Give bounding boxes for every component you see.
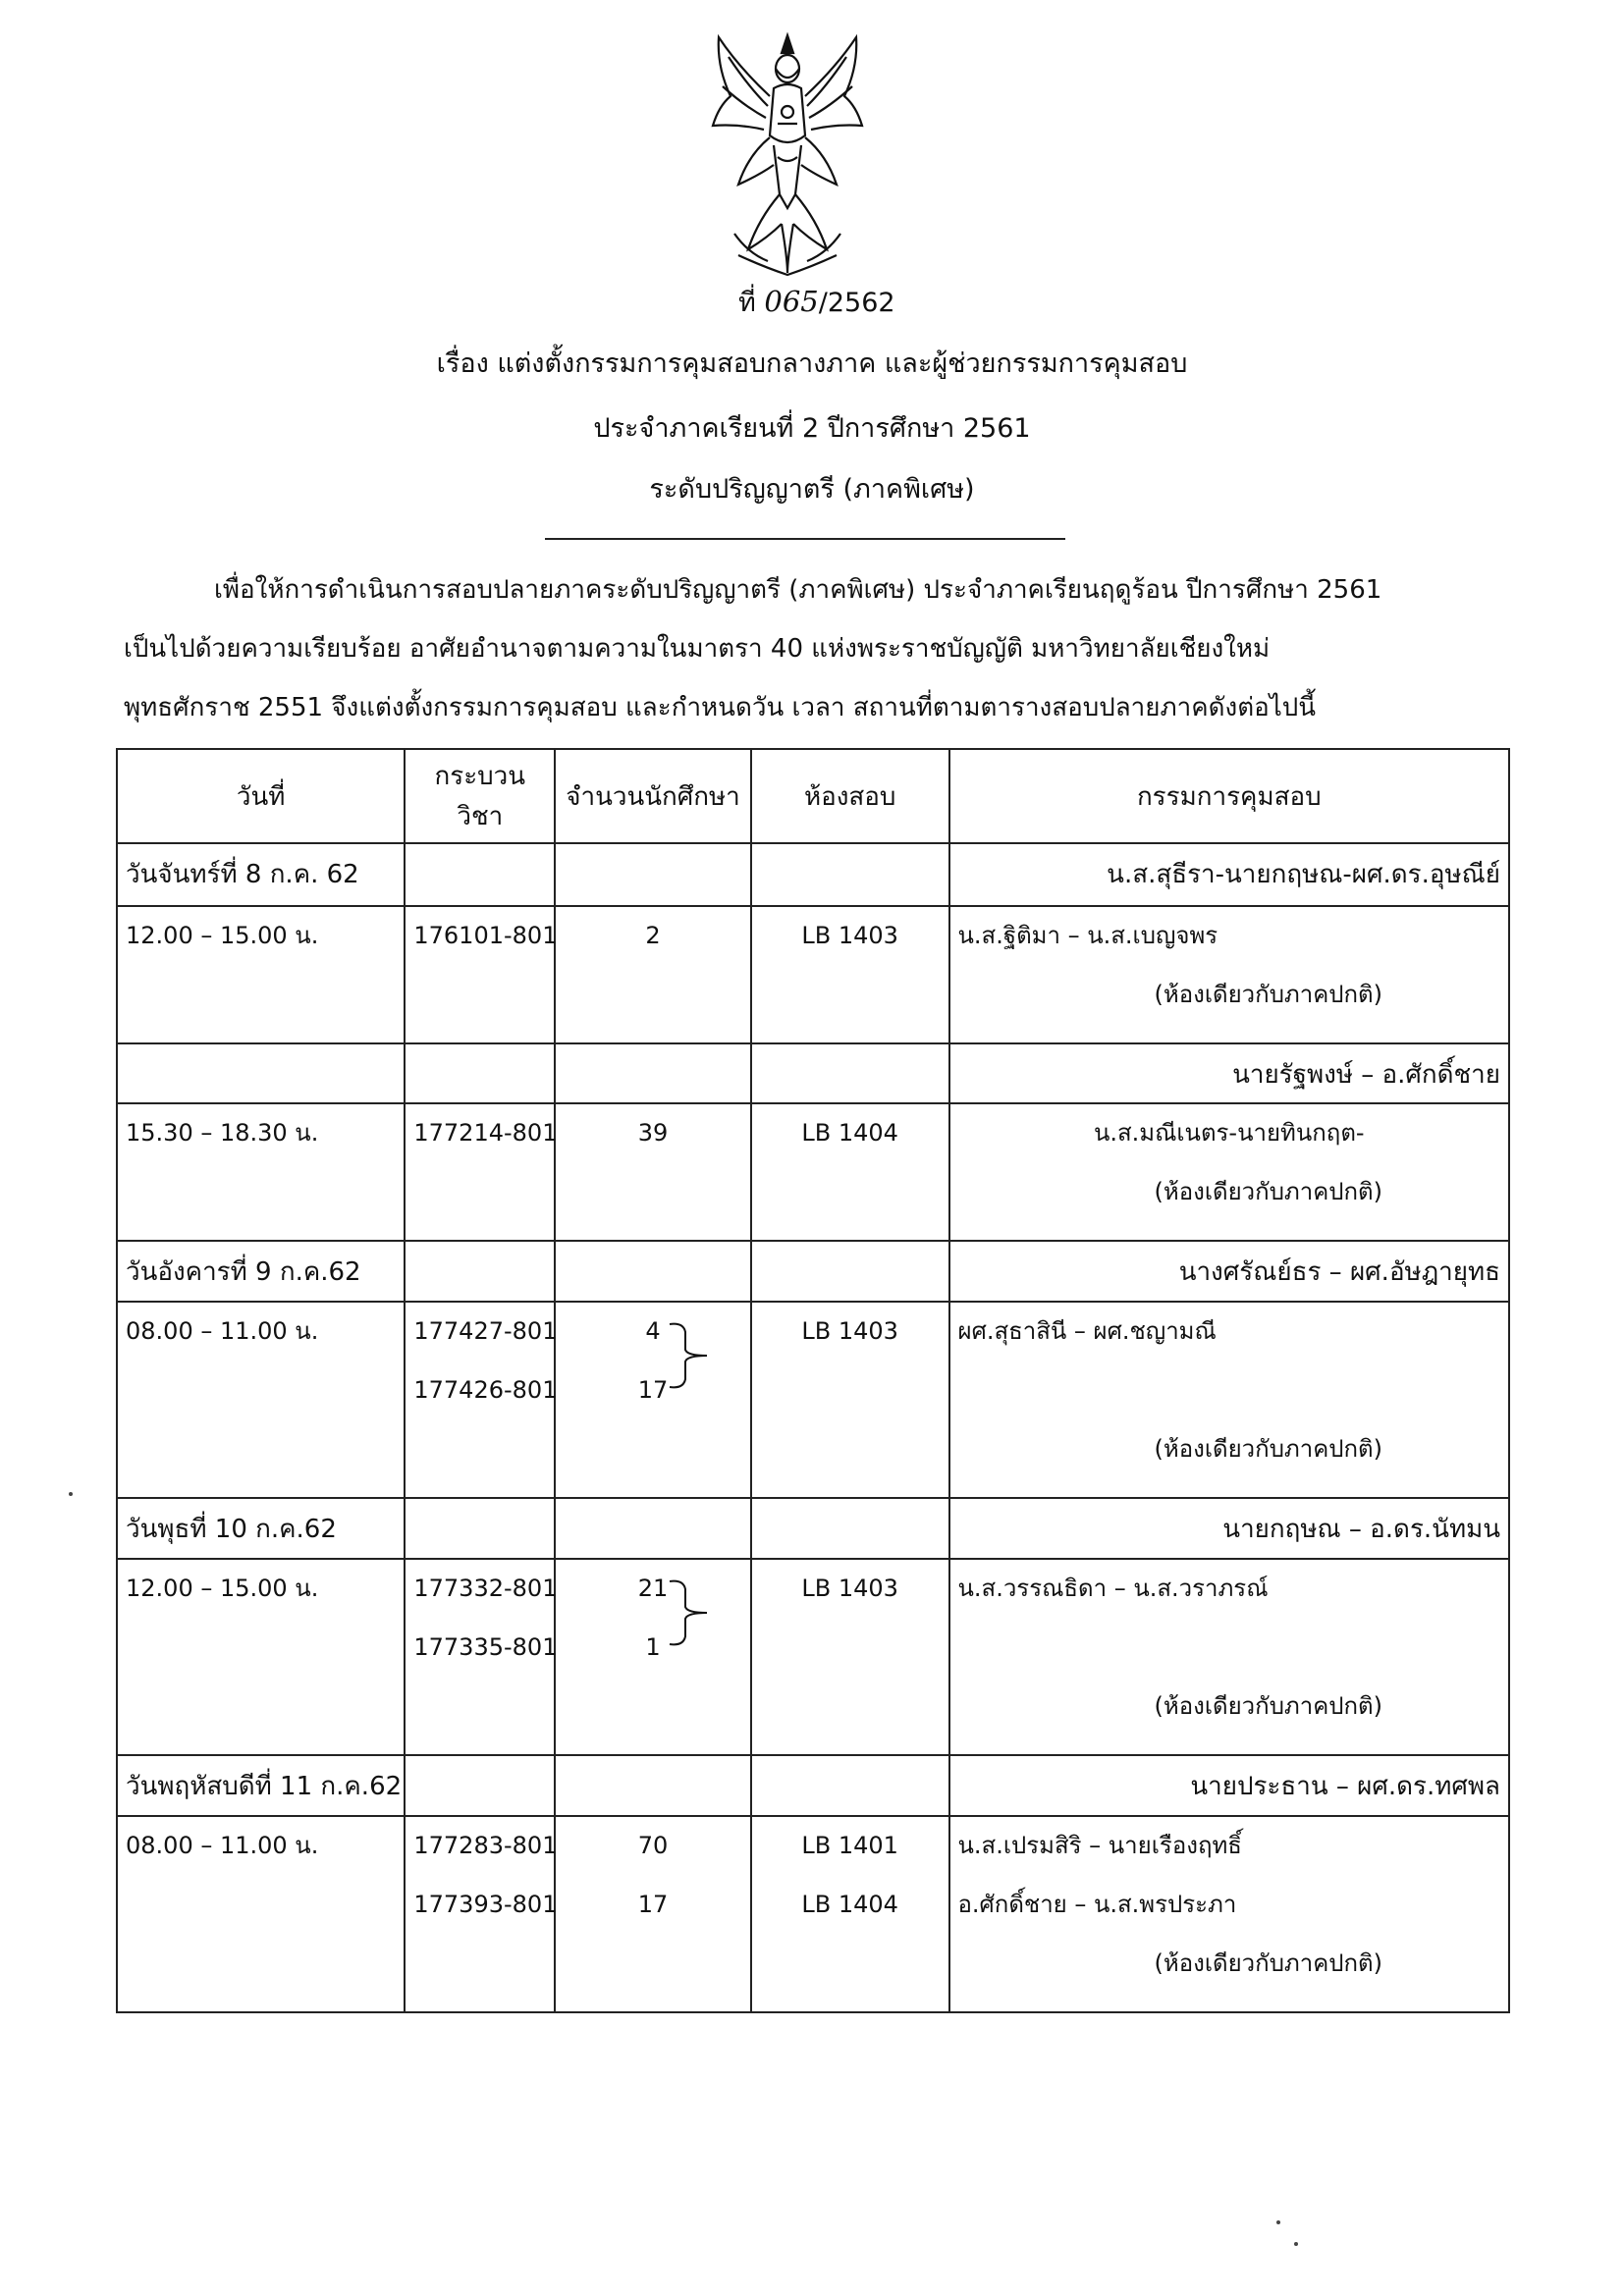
table-row	[117, 1755, 1509, 1816]
student-count: 17	[637, 1891, 669, 1918]
bracket-icon	[666, 1568, 711, 1656]
course-code: 177283-801	[413, 1832, 558, 1859]
table-row	[117, 843, 1509, 906]
scan-speck	[1294, 2242, 1298, 2246]
student-count: 2	[645, 922, 661, 949]
table-row	[117, 1816, 1509, 2012]
exam-room: LB 1403	[801, 1317, 898, 1345]
header-students: จำนวนนักศึกษา	[555, 749, 751, 843]
subject-line-2: ประจำภาคเรียนที่ 2 ปีการศึกษา 2561	[593, 413, 1031, 444]
paragraph-line-2: เป็นไปด้วยความเรียบร้อย อาศัยอำนาจตามความในมาตรา 40 แห่งพระราชบัญญัติ มหาวิทยาลัยเชียงใหม่	[124, 634, 1271, 664]
ref-suffix: /2562	[818, 288, 895, 318]
session-time: 12.00 – 15.00 น.	[126, 1575, 319, 1602]
exam-room: LB 1403	[801, 922, 898, 949]
paragraph-line-1: เพื่อให้การดำเนินการสอบปลายภาคระดับปริญญาตรี (ภาคพิเศษ) ประจำภาคเรียนฤดูร้อน ปีการศึกษา 2561	[214, 575, 1382, 605]
day-label: วันจันทร์ที่ 8 ก.ค. 62	[117, 843, 405, 906]
table-row	[117, 1498, 1509, 1559]
head-proctors: นายรัฐพงษ์ – อ.ศักดิ์ชาย	[949, 1043, 1509, 1103]
day-label: วันพุธที่ 10 ก.ค.62	[117, 1498, 405, 1559]
exam-schedule-table	[116, 748, 1510, 2013]
course-code: 176101-801	[413, 922, 558, 949]
garuda-emblem-icon	[709, 27, 866, 281]
student-count: 70	[637, 1832, 669, 1859]
same-room-note: (ห้องเดียวกับภาคปกติ)	[1154, 1178, 1382, 1205]
day-label: วันอังคารที่ 9 ก.ค.62	[117, 1241, 405, 1302]
exam-room: LB 1404	[801, 1119, 898, 1147]
header-proctors: กรรมการคุมสอบ	[949, 749, 1509, 843]
bracket-icon	[666, 1310, 711, 1399]
scan-speck	[69, 1492, 73, 1496]
student-count: 1	[645, 1633, 661, 1661]
title-divider	[545, 538, 1065, 540]
proctors: อ.ศักดิ์ชาย – น.ส.พรประภา	[957, 1891, 1237, 1918]
table-header-row	[117, 749, 1509, 843]
course-code: 177393-801	[413, 1891, 558, 1918]
exam-room: LB 1404	[801, 1891, 898, 1918]
head-proctors: นางศรัณย์ธร – ผศ.อัษฎายุทธ	[949, 1241, 1509, 1302]
subject-line-3: ระดับปริญญาตรี (ภาคพิเศษ)	[649, 474, 975, 505]
session-time: 08.00 – 11.00 น.	[126, 1832, 319, 1859]
subject-line-1: เรื่อง แต่งตั้งกรรมการคุมสอบกลางภาค และผู้ช่วยกรรมการคุมสอบ	[436, 348, 1188, 379]
table-row	[117, 1241, 1509, 1302]
same-room-note: (ห้องเดียวกับภาคปกติ)	[1154, 1949, 1382, 1977]
same-room-note: (ห้องเดียวกับภาคปกติ)	[1154, 1692, 1382, 1720]
student-count: 39	[637, 1119, 669, 1147]
student-count: 17	[637, 1376, 669, 1404]
course-code: 177427-801	[413, 1317, 558, 1345]
head-proctors: น.ส.สุธีรา-นายกฤษณ-ผศ.ดร.อุษณีย์	[949, 843, 1509, 906]
student-count: 21	[637, 1575, 669, 1602]
course-code: 177214-801	[413, 1119, 558, 1147]
header-course: กระบวนวิชา	[405, 749, 555, 843]
head-proctors: นายประธาน – ผศ.ดร.ทศพล	[949, 1755, 1509, 1816]
proctors: น.ส.เปรมสิริ – นายเรืองฤทธิ์	[957, 1832, 1242, 1859]
session-time: 15.30 – 18.30 น.	[126, 1119, 319, 1147]
paragraph-line-3: พุทธศักราช 2551 จึงแต่งตั้งกรรมการคุมสอบ และกำหนดวัน เวลา สถานที่ตามตารางสอบปลายภาคดังต่อไปนี้	[124, 693, 1317, 722]
table-row	[117, 1103, 1509, 1241]
scan-speck	[1276, 2220, 1280, 2224]
proctors: ผศ.สุธาสินี – ผศ.ชญามณี	[957, 1317, 1217, 1345]
table-row	[117, 1559, 1509, 1755]
exam-room: LB 1401	[801, 1832, 898, 1859]
ref-handwritten-number: 065	[764, 285, 819, 318]
same-room-note: (ห้องเดียวกับภาคปกติ)	[1154, 1435, 1382, 1463]
day-label: วันพฤหัสบดีที่ 11 ก.ค.62	[117, 1755, 405, 1816]
course-code: 177335-801	[413, 1633, 558, 1661]
reference-number	[738, 281, 895, 323]
session-time: 12.00 – 15.00 น.	[126, 922, 319, 949]
course-code: 177332-801	[413, 1575, 558, 1602]
head-proctors: นายกฤษณ – อ.ดร.นัทมน	[949, 1498, 1509, 1559]
same-room-note: (ห้องเดียวกับภาคปกติ)	[1154, 981, 1382, 1008]
table-row	[117, 906, 1509, 1043]
proctors: น.ส.มณีเนตร-นายทินกฤต-	[1093, 1119, 1365, 1147]
header-room: ห้องสอบ	[751, 749, 949, 843]
table-row	[117, 1043, 1509, 1103]
course-code: 177426-801	[413, 1376, 558, 1404]
header-date: วันที่	[117, 749, 405, 843]
ref-prefix: ที่	[738, 288, 756, 318]
session-time: 08.00 – 11.00 น.	[126, 1317, 319, 1345]
table-row	[117, 1302, 1509, 1498]
exam-room: LB 1403	[801, 1575, 898, 1602]
proctors: น.ส.ฐิติมา – น.ส.เบญจพร	[957, 922, 1218, 949]
proctors: น.ส.วรรณธิดา – น.ส.วราภรณ์	[957, 1575, 1269, 1602]
student-count: 4	[645, 1317, 661, 1345]
